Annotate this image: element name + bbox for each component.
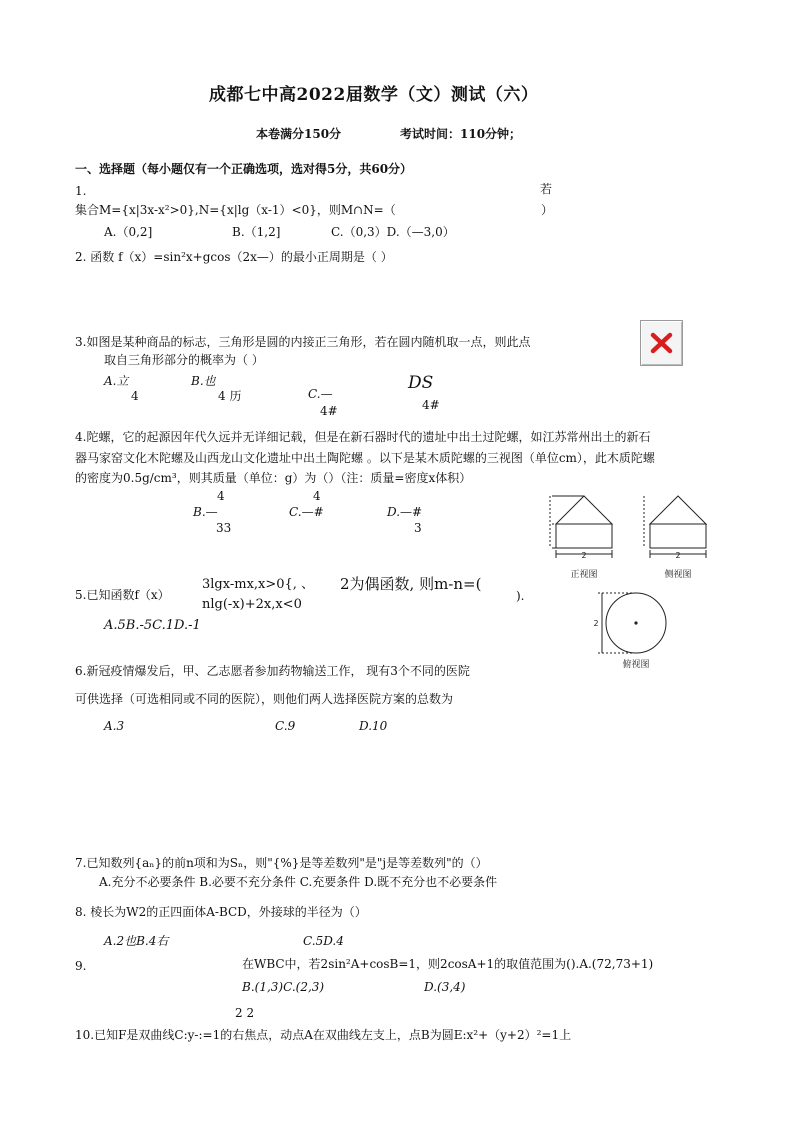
q5-options: A.5B.-5C.1D.-1 [104, 618, 201, 633]
q3-option-a-den: 4 [131, 389, 139, 403]
q3-option-c-den: 4# [320, 404, 338, 418]
q3-option-b: B.也 [191, 374, 216, 388]
q4-option-b-den: 33 [216, 521, 232, 535]
q3-option-d-den: 4# [422, 398, 440, 412]
q4-line1: 4.陀螺，它的起源因年代久远并无详细记载，但是在新石器时代的遗址中出土过陀螺，如江苏常州出土的新石 [75, 430, 651, 444]
front-view-drawing [550, 496, 612, 558]
q1-paren-close: ） [541, 203, 554, 217]
q6-line2: 可供选择（可选相同或不同的医院），则他们两人选择医院方案的总数为 [75, 692, 454, 706]
q5-tail: ). [516, 589, 525, 603]
q3-option-a: A.立 [104, 374, 129, 388]
q3-option-d: DS [408, 373, 434, 393]
q4-option-b: B.— [193, 505, 218, 519]
q1-ruo: 若 [540, 182, 553, 196]
section-heading: 一、选择题（每小题仅有一个正确选项，选对得5分，共60分） [75, 162, 413, 176]
q5-prefix: 5.已知函数f（x） [75, 588, 170, 602]
q7-options: A.充分不必要条件 B.必要不充分条件 C.充要条件 D.既不充分也不必要条件 [99, 875, 498, 889]
q8-stem: 8. 棱长为W2的正四面体A-BCD，外接球的半径为（） [75, 905, 367, 919]
q2-stem: 2. 函数 f（x）=sin²x+gcos（2x—）的最小正周期是（ ） [75, 250, 393, 264]
q3-option-b-den: 4 历 [218, 389, 242, 403]
q1-option-b: B.（1,2] [232, 225, 281, 239]
q6-line1: 6.新冠疫情爆发后，甲、乙志愿者参加药物输送工作， 现有3个不同的医院 [75, 664, 470, 678]
q6-option-a: A.3 [104, 719, 125, 733]
top-view-dim-2: 2 [593, 619, 599, 628]
q1-number: 1. [75, 184, 87, 198]
q9-subscripts: 2 2 [235, 1006, 255, 1020]
q10-stem: 10.已知F是双曲线C:y-:=1的右焦点，动点A在双曲线左支上，点B为圆E:x²+（y+2）²=1上 [75, 1028, 572, 1042]
top-view-center-dot [634, 621, 637, 624]
q4-line2: 器马家窑文化木陀螺及山西龙山文化遗址中出土陶陀螺 。以下是某木质陀螺的三视图（单位cm），此木质陀螺 [75, 451, 655, 465]
q3-stem: 3.如图是某种商品的标志，三角形是圆的内接正三角形，若在圆内随机取一点，则此点 [75, 335, 531, 349]
top-view-label: 俯视图 [622, 660, 650, 670]
q1-option-cd: C.（0,3）D.（—3,0） [331, 225, 455, 239]
q4-option-c: C.—# [289, 505, 324, 519]
top-view-drawing [598, 593, 666, 653]
q9-stem: 在WBC中，若2sin²A+cosB=1，则2cosA+1的取值范围为().A.(72,73+1) [242, 957, 654, 971]
q1-option-a: A.（0,2] [104, 225, 153, 239]
q4-option-d: D.—# [387, 505, 423, 519]
q8-option-ab: A.2也B.4右 [104, 934, 169, 948]
side-view-drawing [644, 496, 706, 558]
front-view-dim-2: 2 [581, 551, 587, 560]
q9-number: 9. [75, 959, 87, 973]
broken-image-icon [640, 320, 683, 366]
side-view-dim-2: 2 [675, 551, 681, 560]
q1-stem: 集合M={x|3x-x²>0},N={x|lg（x-1）<0}，则M∩N=（ [75, 203, 396, 217]
page-title: 成都七中高2022届数学（文）测试（六） [209, 85, 539, 105]
q9-option-d: D.(3,4) [424, 980, 466, 994]
q3-stem-line2: 取自三角形部分的概率为（ ） [104, 353, 264, 367]
q4-option-b-num: 4 [217, 489, 225, 503]
q7-stem: 7.已知数列{aₙ}的前n项和为Sₙ，则"{%}是等差数列"是"j是等差数列"的（） [75, 856, 488, 870]
q8-option-cd: C.5D.4 [303, 934, 344, 948]
q6-option-d: D.10 [359, 719, 388, 733]
q4-line3: 的密度为0.5g/cm³，则其质量（单位：g）为（）（注：质量=密度x体积） [75, 471, 472, 485]
q4-option-d-den: 3 [414, 521, 422, 535]
q5-case1: 3lgx-mx,x>0{, 、 [202, 577, 315, 592]
q9-options: B.(1,3)C.(2,3) [242, 980, 325, 994]
full-score-text: 本卷满分150分 [256, 127, 342, 141]
three-view-figure [540, 488, 730, 674]
q5-case2: nlg(-x)+2x,x<0 [202, 597, 302, 612]
q3-option-c: C.— [308, 387, 333, 401]
front-view-label: 正视图 [570, 570, 598, 580]
side-view-label: 侧视图 [664, 570, 692, 580]
q5-mid: 2为偶函数, 则m-n=( [340, 575, 482, 593]
q6-option-c: C.9 [275, 719, 296, 733]
exam-time-text: 考试时间：110分钟； [400, 127, 522, 141]
q4-option-c-num: 4 [313, 489, 321, 503]
